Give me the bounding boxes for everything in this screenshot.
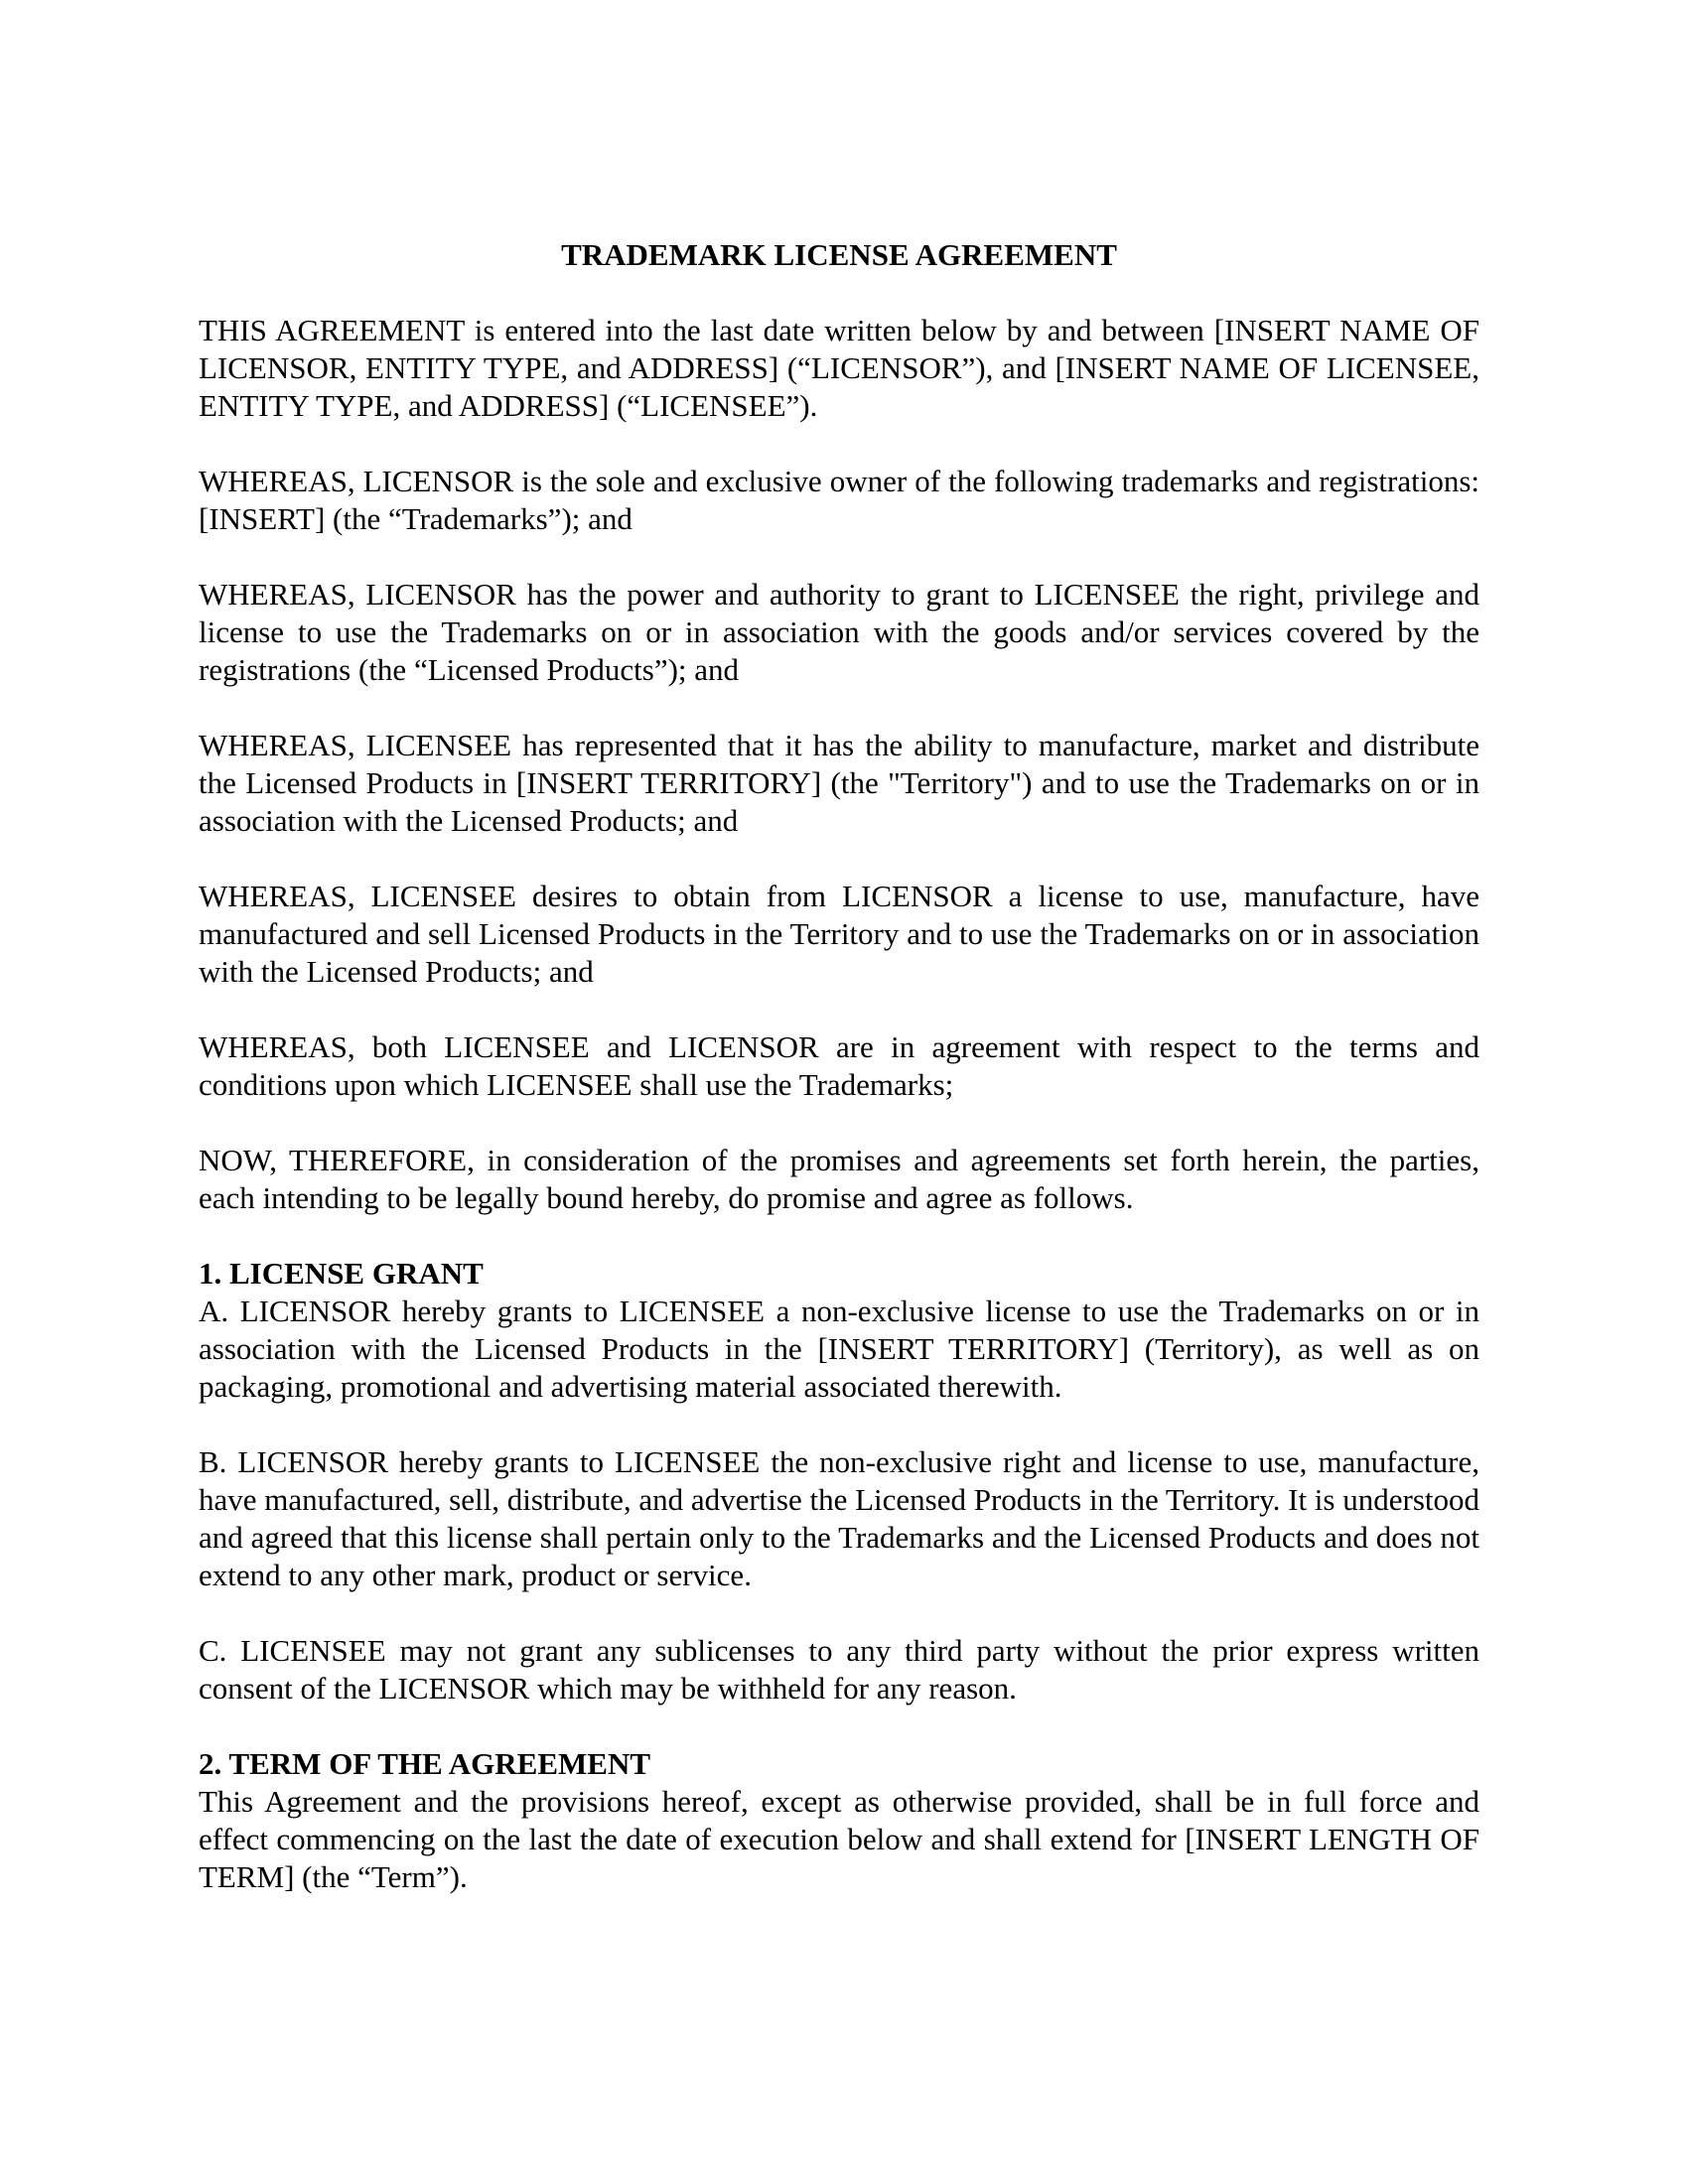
section-heading-term: 2. TERM OF THE AGREEMENT: [199, 1746, 651, 1781]
whereas-ownership-paragraph: WHEREAS, LICENSOR is the sole and exclusive owner of the following trademarks and registrations: [INSERT] (the “Trademarks”); and: [199, 464, 1479, 536]
whereas-agreement-paragraph: WHEREAS, both LICENSEE and LICENSOR are in agreement with respect to the terms and conditions upon which LICENSEE shall use the Trademarks;: [199, 1029, 1479, 1102]
license-grant-clause-a: A. LICENSOR hereby grants to LICENSEE a non-exclusive license to use the Trademarks on or in association with the Licensed Products in the [INSERT TERRITORY] (Territory), as well as on packaging, promotional and advertising material associated therewith.: [199, 1294, 1479, 1404]
document-body: [199, 236, 1479, 1934]
document-title: TRADEMARK LICENSE AGREEMENT: [561, 237, 1117, 272]
whereas-ability-paragraph: WHEREAS, LICENSEE has represented that it has the ability to manufacture, market and distribute the Licensed Products in [INSERT TERRITORY] (the "Territory") and to use the Trademarks on or in association with the Licensed Products; and: [199, 728, 1479, 838]
whereas-desire-paragraph: WHEREAS, LICENSEE desires to obtain from LICENSOR a license to use, manufacture, have manufactured and sell Licensed Products in the Territory and to use the Trademarks on or in association with the Licensed Products; and: [199, 879, 1479, 989]
whereas-authority-paragraph: WHEREAS, LICENSOR has the power and authority to grant to LICENSEE the right, privilege and license to use the Trademarks on or in association with the goods and/or services covered by the registrations (the “Licensed Products”); and: [199, 577, 1479, 687]
term-clause: This Agreement and the provisions hereof, except as otherwise provided, shall be in full force and effect commencing on the last the date of execution below and shall extend for [INSERT LENGTH OF TERM] (the “Term”).: [199, 1784, 1479, 1894]
section-heading-license-grant: 1. LICENSE GRANT: [199, 1256, 484, 1291]
preamble-parties-paragraph: THIS AGREEMENT is entered into the last date written below by and between [INSERT NAME OF LICENSOR, ENTITY TYPE, and ADDRESS] (“LICENSOR”), and [INSERT NAME OF LICENSEE, ENTITY TYPE, and ADDRESS] (“LICENSEE”).: [199, 313, 1479, 423]
license-grant-clause-c: C. LICENSEE may not grant any sublicenses to any third party without the prior express written consent of the LICENSOR which may be withheld for any reason.: [199, 1633, 1479, 1706]
license-grant-clause-b: B. LICENSOR hereby grants to LICENSEE the non-exclusive right and license to use, manufacture, have manufactured, sell, distribute, and advertise the Licensed Products in the Territory. It is understood and agreed that this license shall pertain only to the Trademarks and the Licensed Products and does not extend to any other mark, product or service.: [199, 1444, 1479, 1592]
now-therefore-paragraph: NOW, THEREFORE, in consideration of the promises and agreements set forth herein, the parties, each intending to be legally bound hereby, do promise and agree as follows.: [199, 1143, 1479, 1215]
